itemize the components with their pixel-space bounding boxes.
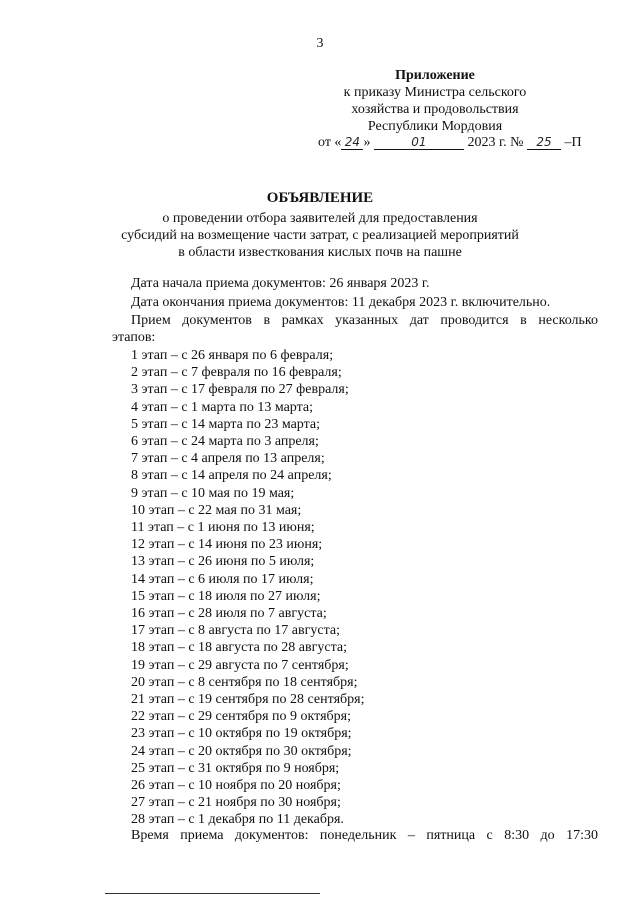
- list-item: 6 этап – с 24 марта по 3 апреля;: [131, 434, 319, 450]
- list-item: 4 этап – с 1 марта по 13 марта;: [131, 399, 314, 415]
- list-item: 11 этап – с 1 июня по 13 июня;: [131, 520, 315, 536]
- appendix-title: Приложение: [395, 68, 475, 83]
- stages-intro: Прием документов в рамках указанных дат проводится в несколько: [131, 313, 598, 328]
- announcement-title: ОБЪЯВЛЕНИЕ: [266, 190, 374, 206]
- announcement-line: в области известкования кислых почв на пашне: [178, 245, 462, 260]
- appendix-line: к приказу Министра сельского: [343, 85, 527, 100]
- order-day: 24: [341, 135, 363, 150]
- order-suffix: –П: [564, 135, 582, 150]
- list-item: 16 этап – с 28 июля по 7 августа;: [131, 606, 327, 622]
- reception-hours: Время приема документов: понедельник – пятница с 8:30 до 17:30: [131, 828, 598, 843]
- list-item: 5 этап – с 14 марта по 23 марта;: [131, 416, 321, 432]
- list-item: 21 этап – с 19 сентября по 28 сентября;: [131, 692, 365, 708]
- list-item: 20 этап – с 8 сентября по 18 сентября;: [131, 674, 358, 690]
- list-item: 1 этап – с 26 января по 6 февраля;: [131, 348, 334, 363]
- list-item: 23 этап – с 10 октября по 19 октября;: [131, 726, 352, 742]
- list-item: 14 этап – с 6 июля по 17 июля;: [131, 571, 314, 587]
- list-item: 19 этап – с 29 августа по 7 сентября;: [131, 657, 349, 673]
- list-item: 9 этап – с 10 мая по 19 мая;: [131, 485, 295, 501]
- stages-intro-cont: этапов:: [112, 330, 156, 345]
- start-date: Дата начала приема документов: 26 января 2023 г.: [131, 276, 430, 291]
- order-month: 01: [374, 135, 464, 150]
- order-mid: »: [363, 135, 371, 150]
- stage-list: [131, 347, 364, 829]
- list-item: 10 этап – с 22 мая по 31 мая;: [131, 502, 302, 518]
- footer-rule: [105, 893, 320, 894]
- appendix-line: Республики Мордовия: [367, 119, 503, 134]
- list-item: 25 этап – с 31 октября по 9 ноября;: [131, 760, 340, 776]
- list-item: 22 этап – с 29 сентября по 9 октября;: [131, 709, 351, 725]
- list-item: 28 этап – с 1 декабря по 11 декабря.: [131, 812, 344, 828]
- list-item: 15 этап – с 18 июля по 27 июля;: [131, 588, 321, 604]
- announcement-line: о проведении отбора заявителей для предоставления: [162, 211, 478, 226]
- list-item: 18 этап – с 18 августа по 28 августа;: [131, 640, 347, 656]
- announcement-line: субсидий на возмещение части затрат, с реализацией мероприятий: [121, 228, 519, 243]
- order-number: 25: [527, 135, 561, 150]
- list-item: 8 этап – с 14 апреля по 24 апреля;: [131, 468, 332, 484]
- order-prefix: от «: [318, 135, 342, 150]
- appendix-block: [310, 67, 560, 135]
- list-item: 3 этап – с 17 февраля по 27 февраля;: [131, 382, 349, 398]
- list-item: 26 этап – с 10 ноября по 20 ноября;: [131, 778, 341, 794]
- list-item: 2 этап – с 7 февраля по 16 февраля;: [131, 365, 342, 381]
- list-item: 7 этап – с 4 апреля по 13 апреля;: [131, 451, 325, 467]
- list-item: 27 этап – с 21 ноября по 30 ноября;: [131, 795, 341, 811]
- end-date: Дата окончания приема документов: 11 декабря 2023 г. включительно.: [131, 295, 551, 310]
- page-number: 3: [316, 36, 324, 51]
- appendix-line: хозяйства и продовольствия: [351, 102, 519, 117]
- list-item: 24 этап – с 20 октября по 30 октября;: [131, 743, 352, 759]
- list-item: 17 этап – с 8 августа по 17 августа;: [131, 623, 340, 639]
- list-item: 12 этап – с 14 июня по 23 июня;: [131, 537, 323, 553]
- list-item: 13 этап – с 26 июня по 5 июля;: [131, 554, 315, 570]
- order-year: 2023 г. №: [467, 135, 524, 150]
- order-date-line: [318, 135, 582, 151]
- announcement-header: [0, 190, 640, 261]
